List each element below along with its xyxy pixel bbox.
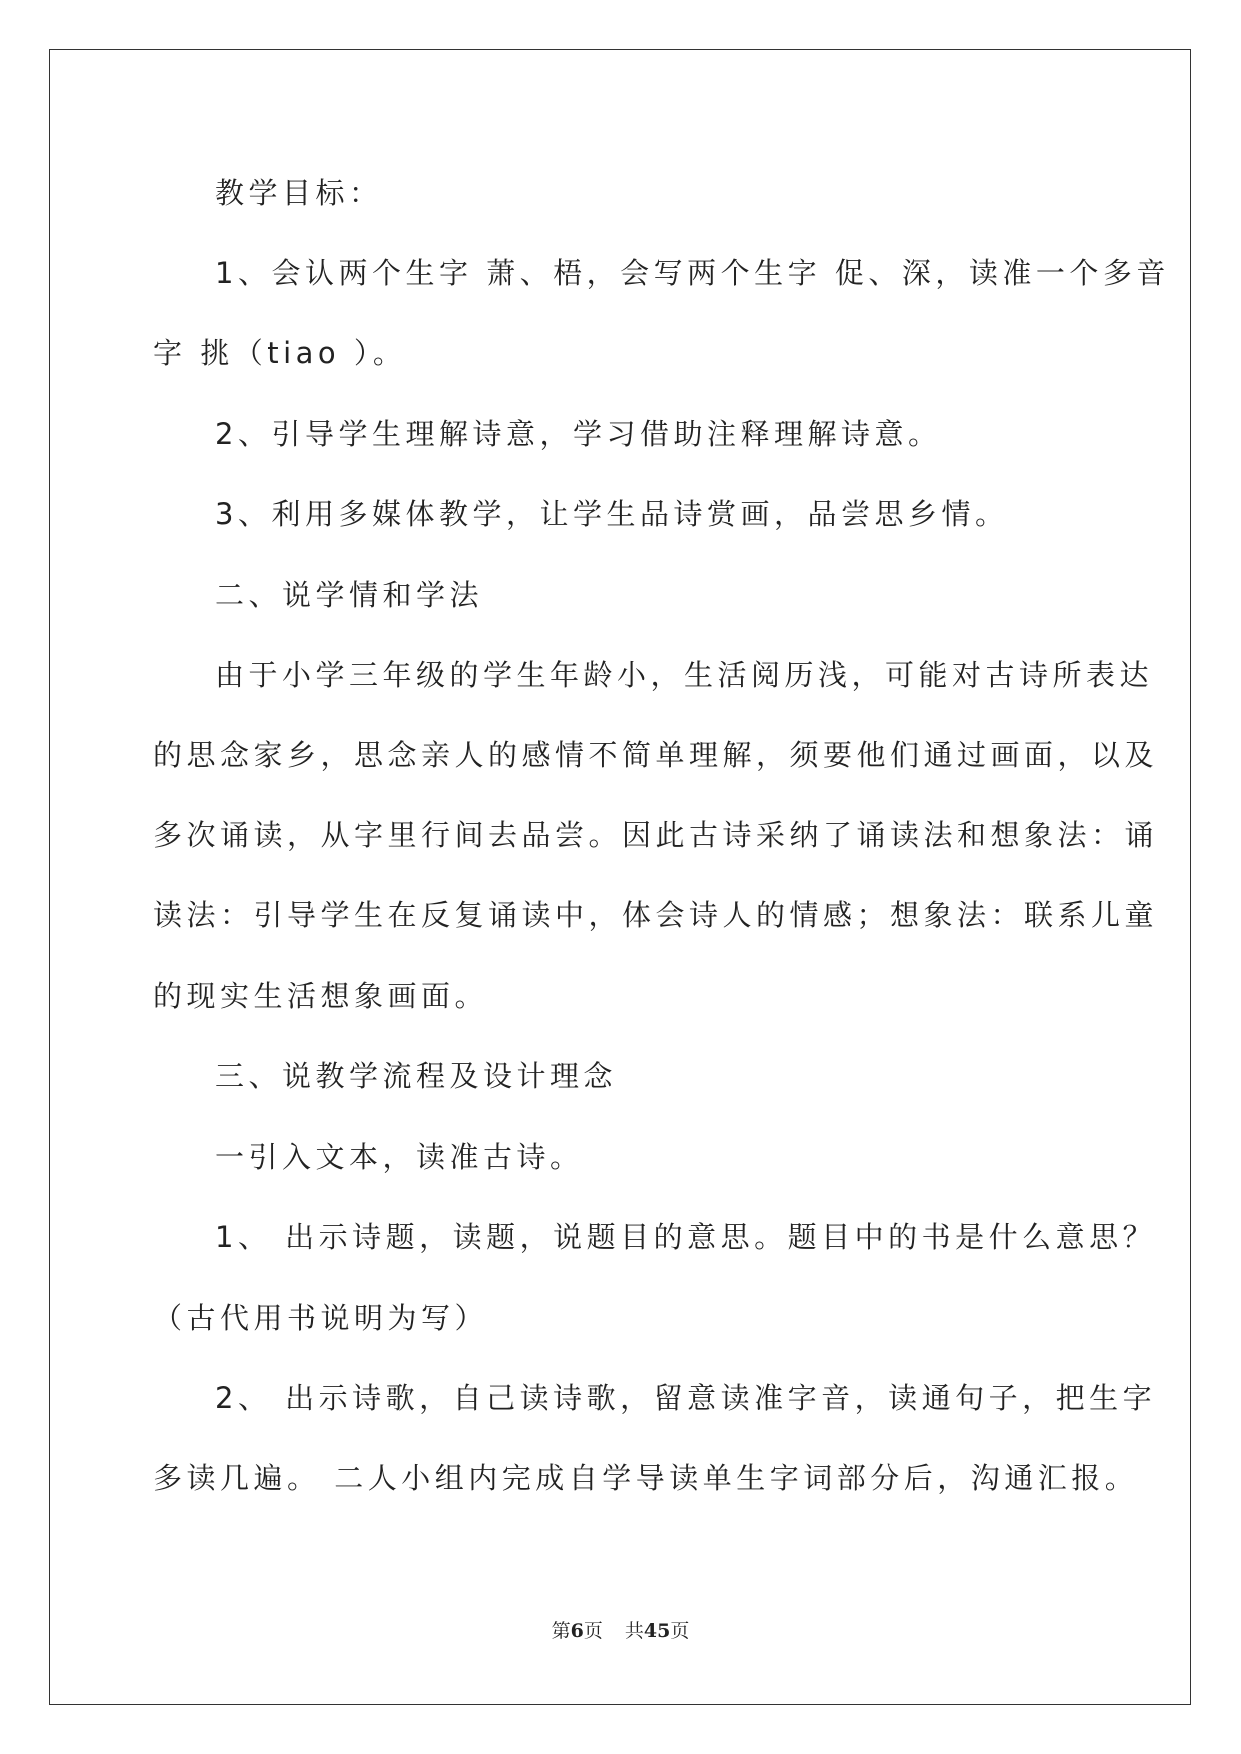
footer-total-suffix: 页 <box>670 1620 690 1642</box>
text-line-teaching-goals-heading: 教学目标： <box>215 176 383 210</box>
text-line-goal-2: 2、引导学生理解诗意，学习借助注释理解诗意。 <box>215 417 942 451</box>
text-line-step-1-item-1: 1、 出示诗题，读题，说题目的意思。题目中的书是什么意思？ <box>215 1220 1157 1254</box>
page-border <box>49 49 1191 1705</box>
footer-total-pages: 45 <box>643 1620 671 1642</box>
text-line-paragraph-3: 多次诵读，从字里行间去品尝。因此古诗采纳了诵读法和想象法：诵 <box>153 818 1159 852</box>
footer-total-prefix: 共 <box>624 1620 644 1642</box>
text-line-section-3-heading: 三、说教学流程及设计理念 <box>215 1059 618 1093</box>
text-line-step-1-item-1-cont: （古代用书说明为写） <box>153 1301 489 1335</box>
text-line-goal-1: 1、会认两个生字 萧、梧，会写两个生字 促、深，读准一个多音 <box>215 256 1170 290</box>
text-line-section-2-heading: 二、说学情和学法 <box>215 578 484 612</box>
text-line-goal-1-cont: 字 挑（tiao ）。 <box>153 336 407 370</box>
text-line-step-1-item-2: 2、 出示诗歌，自己读诗歌，留意读准字音，读通句子，把生字 <box>215 1381 1157 1415</box>
page-footer <box>0 1619 1241 1643</box>
text-line-step-1-item-2-cont: 多读几遍。 二人小组内完成自学导读单生字词部分后，沟通汇报。 <box>153 1461 1139 1495</box>
text-line-paragraph-1: 由于小学三年级的学生年龄小，生活阅历浅，可能对古诗所表达 <box>215 658 1154 692</box>
footer-page-suffix: 页 <box>583 1620 603 1642</box>
text-line-paragraph-2: 的思念家乡，思念亲人的感情不简单理解，须要他们通过画面，以及 <box>153 738 1159 772</box>
footer-page-prefix: 第 <box>551 1620 571 1642</box>
text-line-paragraph-4: 读法：引导学生在反复诵读中，体会诗人的情感；想象法：联系儿童 <box>153 898 1159 932</box>
footer-page-number: 6 <box>570 1620 584 1642</box>
text-line-paragraph-5: 的现实生活想象画面。 <box>153 979 489 1013</box>
text-line-goal-3: 3、利用多媒体教学，让学生品诗赏画，品尝思乡情。 <box>215 497 1009 531</box>
text-line-step-1-heading: 一引入文本，读准古诗。 <box>215 1140 584 1174</box>
